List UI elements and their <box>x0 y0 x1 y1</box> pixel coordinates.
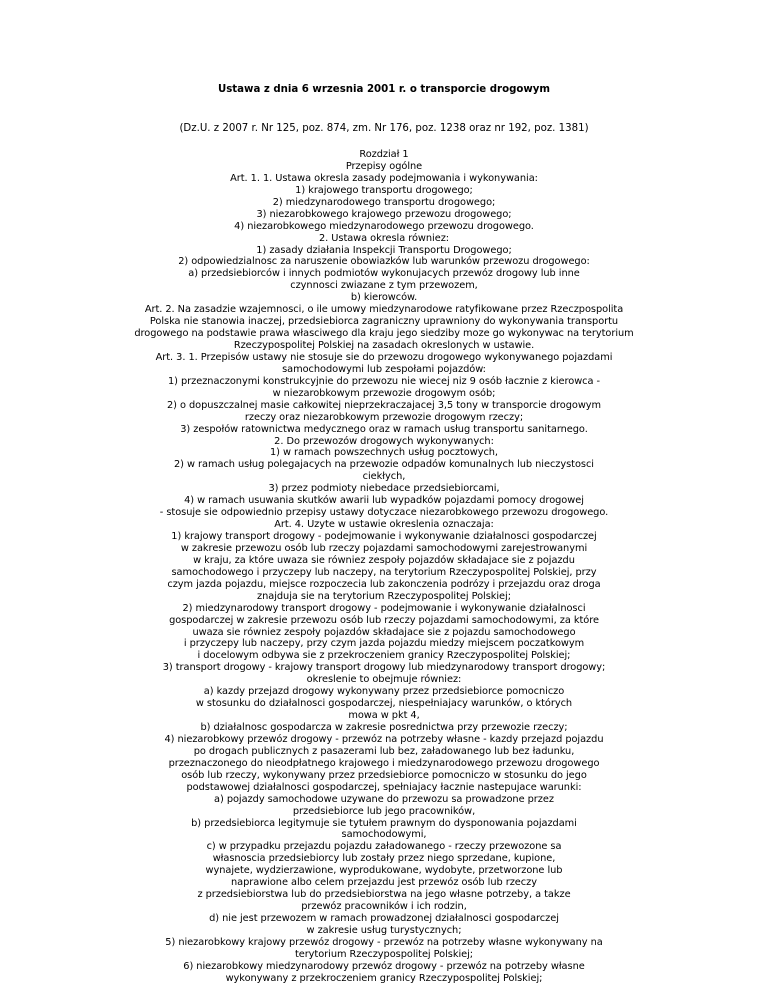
document-text-line: z przedsiebiorstwa lub do przedsiebiorstwa na jego własne potrzeby, a takze <box>197 889 571 901</box>
document-text-line: naprawione albo celem przejazdu jest przewóz osób lub rzeczy <box>231 877 537 889</box>
document-text-line: 3) transport drogowy - krajowy transport drogowy lub miedzynarodowy transport drogowy; <box>162 662 606 674</box>
document-text-line: rzeczy oraz niezarobkowym przewozie drogowym rzeczy; <box>244 411 524 423</box>
document-text-line: przedsiebiorce lub jego pracowników, <box>292 805 476 817</box>
document-text-line: a) kazdy przejazd drogowy wykonywany przez przedsiebiorce pomocniczo <box>203 686 565 698</box>
document-text-line: 4) w ramach usuwania skutków awarii lub wypadków pojazdami pomocy drogowej <box>184 495 584 507</box>
document-text-line: przeznaczonego do nieodpłatnego krajowego i miedzynarodowego przewozu drogowego <box>168 757 600 769</box>
document-text-line: 1) krajowy transport drogowy - podejmowanie i wykonywanie działalnosci gospodarczej <box>171 531 597 542</box>
document-text-line: podstawowej działalnosci gospodarczej, spełniajacy łacznie nastepujace warunki: <box>186 781 582 793</box>
document-text-line: b) kierowców. <box>350 292 418 304</box>
document-text-line: 3) zespołów ratownictwa medycznego oraz w ramach usług transportu sanitarnego. <box>180 423 588 435</box>
document-text-line: w zakresie usług turystycznych; <box>306 924 462 936</box>
document-text-line: 1) zasady działania Inspekcji Transportu Drogowego; <box>256 244 512 256</box>
document-text-line: 2) miedzynarodowy transport drogowy - podejmowanie i wykonywanie działalnosci <box>182 602 586 614</box>
document-text-line: 2. Ustawa okresla równiez: <box>318 232 450 244</box>
document-text-line: terytorium Rzeczypospolitej Polskiej; <box>294 948 474 960</box>
document-text-line: a) przedsiebiorców i innych podmiotów wykonujacych przewóz drogowy lub inne <box>188 268 580 280</box>
document-title: Ustawa z dnia 6 wrzesnia 2001 r. o transporcie drogowym <box>217 84 551 95</box>
document-source-citation: (Dz.U. z 2007 r. Nr 125, poz. 874, zm. Nr 176, poz. 1238 oraz nr 192, poz. 1381) <box>179 123 589 134</box>
document-text-line: b) przedsiebiorca legitymuje sie tytułem prawnym do dysponowania pojazdami <box>191 817 577 829</box>
document-text-line: osób lub rzeczy, wykonywany przez przedsiebiorce pomocniczo w stosunku do jego <box>181 769 587 781</box>
document-text-line: wynajete, wydzierzawione, wyprodukowane, wydobyte, przetworzone lub <box>205 865 563 877</box>
document-text-line: 3) przez podmioty niebedace przedsiebiorcami, <box>268 483 500 495</box>
document-text-line: w niezarobkowym przewozie drogowym osób; <box>272 387 496 399</box>
document-text-line: Art. 3. 1. Przepisów ustawy nie stosuje sie do przewozu drogowego wykonywanego pojazdami <box>155 351 613 363</box>
document-text-line: samochodowymi, <box>341 829 427 841</box>
document-text-line: 2. Do przewozów drogowych wykonywanych: <box>274 435 494 447</box>
document-text-line: uwaza sie równiez zespoły pojazdów składajace sie z pojazdu samochodowego <box>192 626 576 638</box>
document-text-line: 2) o dopuszczalnej masie całkowitej nieprzekraczajacej 3,5 tony w transporcie drogowym <box>166 399 602 411</box>
document-text-line: własnoscia przedsiebiorcy lub zostały przez niego sprzedane, kupione, <box>212 853 556 865</box>
document-text-line: Polska nie stanowia inaczej, przedsiebiorca zagraniczny uprawniony do wykonywania transportu <box>149 316 619 328</box>
document-text-line: drogowego na podstawie prawa własciwego dla kraju jego siedziby moze go wykonywac na terytorium <box>134 328 634 340</box>
document-text-line: 2) w ramach usług polegajacych na przewozie odpadów komunalnych lub nieczystosci <box>174 459 594 471</box>
document-text-line: 1) w ramach powszechnych usług pocztowych, <box>269 447 499 459</box>
document-text-line: Art. 4. Uzyte w ustawie okreslenia oznaczaja: <box>274 519 494 531</box>
document-text-line: i przyczepy lub naczepy, przy czym jazda pojazdu miedzy miejscem poczatkowym <box>183 638 585 650</box>
document-body <box>10 149 758 985</box>
document-text-line: 4) niezarobkowego miedzynarodowego przewozu drogowego. <box>234 220 534 232</box>
document-text-line: d) nie jest przewozem w ramach prowadzonej działalnosci gospodarczej <box>209 913 559 924</box>
document-text-line: 5) niezarobkowy krajowy przewóz drogowy - przewóz na potrzeby własne wykonywany na <box>165 936 603 948</box>
document-text-line: gospodarczej w zakresie przewozu osób lub rzeczy pojazdami samochodowymi, za które <box>169 614 599 626</box>
document-text-line: Art. 2. Na zasadzie wzajemnosci, o ile umowy miedzynarodowe ratyfikowane przez Rzeczpospolita <box>144 304 624 316</box>
document-text-line: wykonywany z przekroczeniem granicy Rzeczypospolitej Polskiej; <box>225 972 543 984</box>
document-text-line: ciekłych, <box>362 471 406 483</box>
document-text-line: przewóz pracowników i ich rodzin, <box>301 901 467 913</box>
document-text-line: po drogach publicznych z pasazerami lub bez, załadowanego lub bez ładunku, <box>193 745 575 757</box>
document-text-line: czym jazda pojazdu, miejsce rozpoczecia lub zakonczenia podrózy i przejazdu oraz droga <box>167 578 601 590</box>
document-text-line: 4) niezarobkowy przewóz drogowy - przewóz na potrzeby własne - kazdy przejazd pojazdu <box>164 733 604 745</box>
document-text-line: w zakresie przewozu osób lub rzeczy pojazdami samochodowymi zarejestrowanymi <box>180 542 588 554</box>
document-text-line: Rzeczypospolitej Polskiej na zasadach okreslonych w ustawie. <box>233 340 535 351</box>
document-text-line: 3) niezarobkowego krajowego przewozu drogowego; <box>256 208 512 220</box>
document-text-line: Przepisy ogólne <box>345 160 423 172</box>
document-text-line: c) w przypadku przejazdu pojazdu załadowanego - rzeczy przewozone sa <box>206 841 562 853</box>
document-text-line: w kraju, za które uwaza sie równiez zespoły pojazdów składajace sie z pojazdu <box>193 554 575 566</box>
document-text-line: 6) niezarobkowy miedzynarodowy przewóz drogowy - przewóz na potrzeby własne <box>183 960 585 972</box>
document-text-line: Art. 1. 1. Ustawa okresla zasady podejmowania i wykonywania: <box>230 172 538 184</box>
document-text-line: i docelowym odbywa sie z przekroczeniem granicy Rzeczypospolitej Polskiej; <box>197 650 571 662</box>
document-text-line: okreslenie to obejmuje równiez: <box>306 674 462 686</box>
document-text-line: 2) odpowiedzialnosc za naruszenie obowiazków lub warunków przewozu drogowego: <box>178 256 590 268</box>
document-text-line: w stosunku do działalnosci gospodarczej, niespełniajacy warunków, o których <box>195 698 573 710</box>
document-text-line: - stosuje sie odpowiednio przepisy ustawy dotyczace niezarobkowego przewozu drogowego. <box>159 507 609 519</box>
document-text-line: 1) krajowego transportu drogowego; <box>295 184 473 196</box>
document-text-line: 2) miedzynarodowego transportu drogowego; <box>272 196 496 208</box>
document-text-line: mowa w pkt 4, <box>348 710 420 722</box>
document-text-line: znajduja sie na terytorium Rzeczypospolitej Polskiej; <box>257 590 511 602</box>
document-text-line: 1) przeznaczonymi konstrukcyjnie do przewozu nie wiecej niz 9 osób łacznie z kierowca - <box>167 375 601 387</box>
document-text-line: samochodowymi lub zespołami pojazdów: <box>282 363 486 375</box>
document-text-line: czynnosci zwiazane z tym przewozem, <box>290 280 478 292</box>
document-text-line: b) działalnosc gospodarcza w zakresie posrednictwa przy przewozie rzeczy; <box>200 722 568 733</box>
document-text-line: Rozdział 1 <box>359 149 409 160</box>
document-text-line: a) pojazdy samochodowe uzywane do przewozu sa prowadzone przez <box>214 793 554 805</box>
document-text-line: samochodowego i przyczepy lub naczepy, na terytorium Rzeczypospolitej Polskiej, przy <box>171 566 597 578</box>
